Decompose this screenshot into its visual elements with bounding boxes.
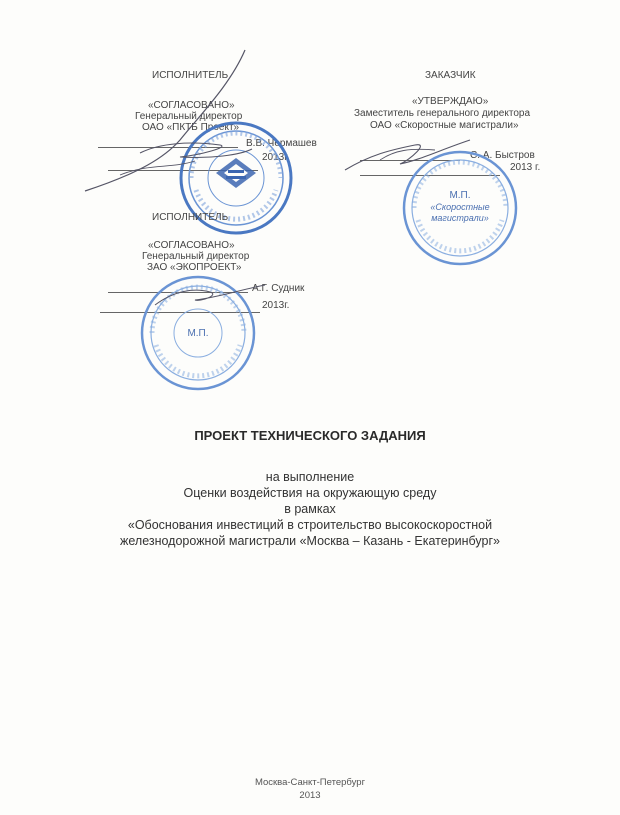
zakazchik-role: ЗАКАЗЧИК [425,70,476,81]
zakazchik-stamp: «УТВЕРЖДАЮ» [412,96,489,107]
ispolnitel-2-year: 2013г. [262,300,290,311]
document-line-5: железнодорожной магистрали «Москва – Казань - Екатеринбург» [120,534,500,548]
footer-year: 2013 [299,790,321,801]
ispolnitel-2-position: Генеральный директор [142,251,250,262]
document-line-2: Оценки воздействия на окружающую среду [183,486,437,500]
signature-2 [340,120,480,190]
ispolnitel-1-role: ИСПОЛНИТЕЛЬ [152,70,229,81]
zakazchik-year: 2013 г. [510,162,541,173]
document-line-4: «Обоснования инвестиций в строительство высокоскоростной [127,518,493,532]
zakazchik-seal-mp: М.П. [449,190,471,201]
zakazchik-signer: С. А. Быстров [470,150,535,161]
document-title: ПРОЕКТ ТЕХНИЧЕСКОГО ЗАДАНИЯ [194,428,426,443]
ispolnitel-2-role: ИСПОЛНИТЕЛЬ [152,212,229,223]
ispolnitel-1-position: Генеральный директор [135,111,243,122]
ispolnitel-2-signer: А.Г. Судник [252,283,305,294]
document-line-3: в рамках [284,502,336,516]
footer-city: Москва-Санкт-Петербург [254,777,366,788]
zakazchik-seal-inner: «Скоростные магистрали» [430,202,490,223]
ispolnitel-2-org: ЗАО «ЭКОПРОЕКТ» [147,262,242,273]
ispolnitel-2-seal-mp: М.П. [187,328,209,339]
ispolnitel-2-stamp: «СОГЛАСОВАНО» [148,240,235,251]
ispolnitel-1-signer: В.В. Чермашев [246,138,317,149]
document-line-1: на выполнение [265,470,355,484]
zakazchik-org: ОАО «Скоростные магистрали» [370,120,519,131]
signature-1 [80,45,260,195]
ispolnitel-1-stamp: «СОГЛАСОВАНО» [148,100,235,111]
ispolnitel-1-org: ОАО «ПКТБ Проект» [142,122,240,133]
zakazchik-position: Заместитель генерального директора [354,108,531,119]
ispolnitel-1-year: 2013г. [262,152,290,163]
signature-3 [150,270,270,320]
